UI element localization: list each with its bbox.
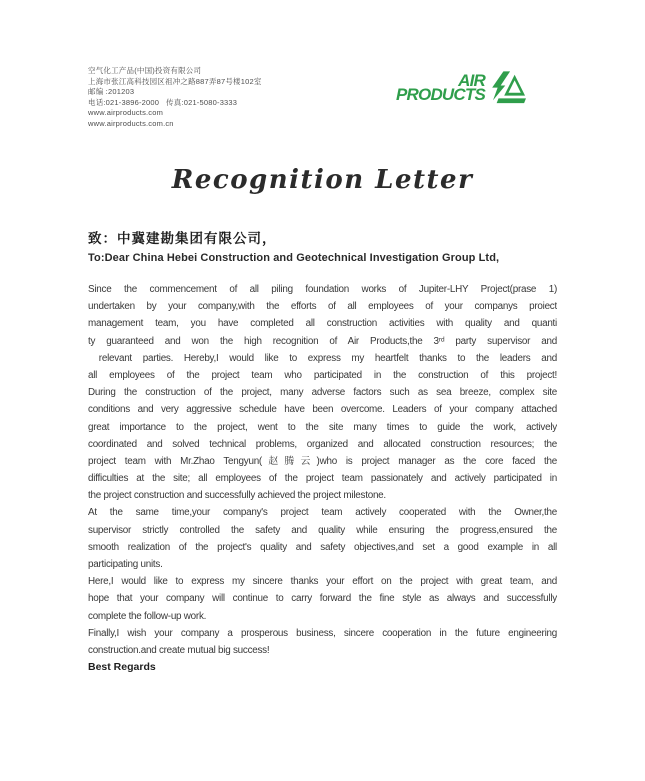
closing: Best Regards <box>88 661 156 674</box>
body-line: smooth realization of the project's quality and safety objectives,and set a good example in all <box>88 541 557 553</box>
company-info-block <box>88 66 262 129</box>
recipient-chinese: 致：中冀建勘集团有限公司， <box>88 231 277 246</box>
body-line: difficulties at the site; all employees of the project team passionately and actively participated in <box>88 473 557 485</box>
recipient-english: To:Dear China Hebei Construction and Geotechnical Investigation Group Ltd, <box>88 252 500 264</box>
letter-body <box>88 281 557 659</box>
logo-word-air: AIR <box>458 70 485 90</box>
body-line: ty guaranteed and won the high recognition of Air Products,the 3ʳᵈ party supervisor and <box>88 335 557 347</box>
company-phone-fax: 电话:021-3896-2000 传真:021-5080-3333 <box>88 97 238 107</box>
page-title: Recognition Letter <box>171 165 474 195</box>
body-line: project team with Mr.Zhao Tengyun(赵腾云)who is project manager as the core faced the <box>88 455 557 467</box>
body-line: complete the follow-up work. <box>88 610 207 622</box>
company-postcode: 邮编 :201203 <box>88 87 135 96</box>
body-line: management team, you have completed all construction activities with quality and quanti <box>88 318 557 330</box>
letter-header <box>88 66 557 129</box>
body-line: coordinated and solved technical problems, organized and allocated construction resources; the <box>88 438 557 450</box>
body-line: undertaken by your company,with the efforts of all employees of your companys proiect <box>88 301 557 313</box>
company-name: 空气化工产品(中国)投资有限公司 <box>88 66 202 75</box>
recipient-block <box>88 229 557 267</box>
air-products-triangle-icon <box>489 70 527 106</box>
body-line: Here,I would like to express my sincere thanks your effort on the project with great team, and <box>88 576 557 588</box>
company-address: 上海市张江高科技园区祖冲之路887弄87号楼102室 <box>88 76 262 86</box>
body-line: Since the commencement of all piling foundation works of Jupiter-LHY Project(prase 1) <box>88 284 557 295</box>
company-website-cn: www.airproducts.com.cn <box>88 118 174 128</box>
body-line: During the construction of the project, many adverse factors such as sea breeze, complex site <box>88 387 557 399</box>
body-line: supervisor strictly controlled the safety and quality while ensuring the progress,ensured the <box>88 524 557 536</box>
logo-word-products: PRODUCTS <box>396 85 485 104</box>
body-line: all employees of the project team who participated in the construction of this project! <box>88 369 557 381</box>
body-line: the project construction and successfully achieved the project milestone. <box>88 490 386 502</box>
body-line: hope that your company will continue to carry forward the fine style as always and successfully <box>88 593 557 605</box>
air-products-logo-text <box>396 70 485 104</box>
body-line: participating units. <box>88 559 163 570</box>
body-line: great importance to the project, went to the site many times to guide the work, actively <box>88 421 557 433</box>
body-line: relevant parties. Hereby,I would like to express my heartfelt thanks to the leaders and <box>88 352 557 364</box>
company-website: www.airproducts.com <box>88 108 164 117</box>
body-line: Finally,I wish your company a prosperous business, sincere cooperation in the future engineering <box>88 627 557 639</box>
air-products-logo <box>396 70 527 106</box>
body-line: At the same time,your company's project team actively cooperated with the Owner,the <box>88 507 557 519</box>
body-line: construction.and create mutual big success! <box>88 644 270 656</box>
body-line: conditions and very aggressive schedule have been overcome. Leaders of your company attached <box>88 404 557 416</box>
